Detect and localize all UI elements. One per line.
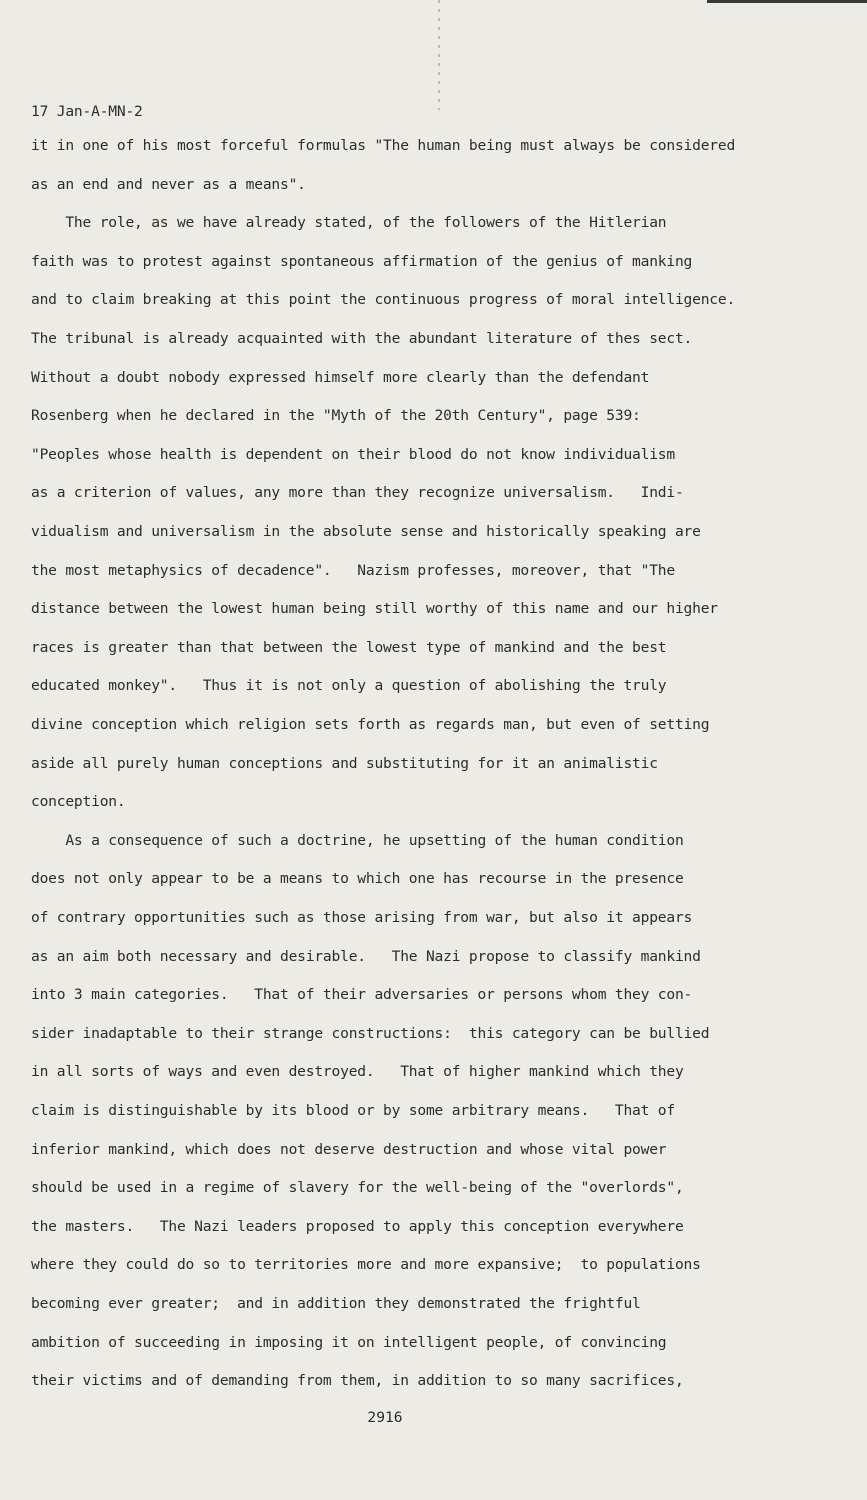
text-line: their victims and of demanding from them, in addition to so many sacrifices, <box>31 1372 684 1390</box>
page-number: 2916 <box>367 1409 403 1426</box>
page-header: 17 Jan-A-MN-2 <box>31 103 143 120</box>
text-line: The role, as we have already stated, of the followers of the Hitlerian <box>31 214 667 232</box>
text-line: Without a doubt nobody expressed himself more clearly than the defendant <box>31 368 650 386</box>
text-line: of contrary opportunities such as those arising from war, but also it appears <box>31 909 693 926</box>
text-line: where they could do so to territories more and more expansive; to populations <box>31 1256 701 1274</box>
text-line: it in one of his most forceful formulas "The human being must always be considered <box>31 137 736 154</box>
text-line: claim is distinguishable by its blood or by some arbitrary means. That of <box>31 1102 675 1119</box>
text-line: in all sorts of ways and even destroyed. That of higher mankind which they <box>31 1063 684 1081</box>
text-line: becoming ever greater; and in addition they demonstrated the frightful <box>31 1295 641 1312</box>
text-line: and to claim breaking at this point the continuous progress of moral intelligence. <box>31 291 736 309</box>
text-line: Rosenberg when he declared in the "Myth of the 20th Century", page 539: <box>31 407 641 425</box>
text-line: as an aim both necessary and desirable. The Nazi propose to classify mankind <box>31 947 701 965</box>
text-line: educated monkey". Thus it is not only a question of abolishing the truly <box>31 677 667 695</box>
text-line: should be used in a regime of slavery for the well-being of the "overlords", <box>31 1179 684 1197</box>
text-line: the most metaphysics of decadence". Nazism professes, moreover, that "The <box>31 561 675 579</box>
text-line: into 3 main categories. That of their adversaries or persons whom they con- <box>31 986 693 1004</box>
text-line: faith was to protest against spontaneous affirmation of the genius of manking <box>31 252 693 270</box>
text-line: races is greater than that between the lowest type of mankind and the best <box>31 638 667 656</box>
text-line: does not only appear to be a means to which one has recourse in the presence <box>31 870 684 888</box>
text-line: vidualism and universalism in the absolute sense and historically speaking are <box>31 523 701 540</box>
text-line: "Peoples whose health is dependent on their blood do not know individualism <box>31 445 675 463</box>
text-line: conception. <box>31 793 126 811</box>
text-line: ambition of succeeding in imposing it on intelligent people, of convincing <box>31 1333 667 1351</box>
text-line: aside all purely human conceptions and substituting for it an animalistic <box>31 754 658 772</box>
text-line: inferior mankind, which does not deserve destruction and whose vital power <box>31 1140 667 1158</box>
text-line: distance between the lowest human being still worthy of this name and our higher <box>31 600 718 618</box>
text-line: as an end and never as a means". <box>31 175 306 193</box>
text-line: divine conception which religion sets forth as regards man, but even of setting <box>31 716 710 733</box>
text-line: As a consequence of such a doctrine, he upsetting of the human condition <box>31 831 684 849</box>
text-line: sider inadaptable to their strange constructions: this category can be bullied <box>31 1024 710 1042</box>
fold-mark <box>438 0 440 110</box>
scan-edge-mark <box>707 0 867 3</box>
text-line: as a criterion of values, any more than they recognize universalism. Indi- <box>31 484 684 502</box>
text-line: The tribunal is already acquainted with the abundant literature of thes sect. <box>31 330 693 347</box>
text-line: the masters. The Nazi leaders proposed to apply this conception everywhere <box>31 1217 684 1235</box>
